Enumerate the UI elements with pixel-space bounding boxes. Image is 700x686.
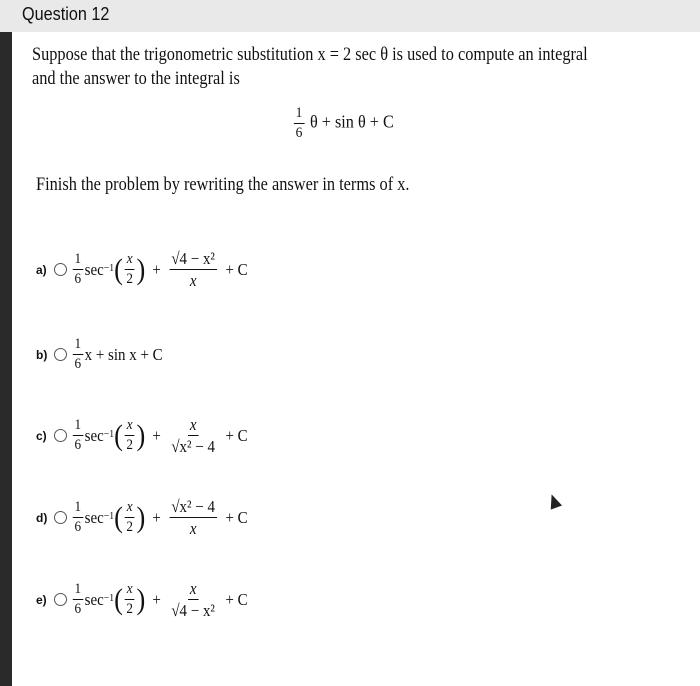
option-c-letter: c) <box>36 428 47 443</box>
option-d-letter: d) <box>36 510 48 525</box>
option-b-letter: b) <box>36 347 48 362</box>
option-e-radio[interactable] <box>54 593 67 606</box>
question-title: Question 12 <box>22 4 110 24</box>
option-e[interactable] <box>36 580 272 619</box>
question-panel <box>12 32 700 686</box>
option-c[interactable] <box>36 416 272 455</box>
option-b-radio[interactable] <box>54 348 67 361</box>
option-d-radio[interactable] <box>54 511 67 524</box>
question-header <box>0 0 700 33</box>
answer-rest: θ + sin θ + C <box>310 111 394 132</box>
option-d[interactable] <box>36 498 272 537</box>
option-b-expression: $\frac{1}{6}$ x + sin x + C <box>74 336 163 372</box>
mouse-cursor-icon <box>546 492 562 509</box>
option-a-expression: $\frac{1}{6}$ sec $^{-1}$ ( $\frac{x}{2}$ ) + $\frac{\text{√4 − x²}}{x}$ + C <box>74 249 248 290</box>
option-c-expression: $\frac{1}{6}$ sec $^{-1}$ ( $\frac{x}{2}$ ) + $\frac{x}{\text{√x² − 4}}$ + C <box>74 415 248 456</box>
option-e-expression: $\frac{1}{6}$ sec $^{-1}$ ( $\frac{x}{2}$ ) + $\frac{x}{\text{√4 − x²}}$ + C <box>74 579 248 620</box>
option-c-radio[interactable] <box>54 429 67 442</box>
option-a[interactable] <box>36 250 272 289</box>
option-a-letter: a) <box>36 262 47 277</box>
question-text-line1: Suppose that the trigonometric substitution x = 2 sec θ is used to compute an integral <box>32 44 588 65</box>
instruction-text: Finish the problem by rewriting the answer in terms of x. <box>36 174 410 195</box>
answer-coefficient: $\frac{1}{6}$ <box>295 105 303 141</box>
integral-answer <box>292 106 394 141</box>
option-a-radio[interactable] <box>54 263 67 276</box>
question-text-line2: and the answer to the integral is <box>32 68 240 89</box>
option-b[interactable] <box>36 337 175 372</box>
left-stripe <box>0 32 12 686</box>
option-d-expression: $\frac{1}{6}$ sec $^{-1}$ ( $\frac{x}{2}$ ) + $\frac{\text{√x² − 4}}{x}$ + C <box>74 497 248 538</box>
option-e-letter: e) <box>36 592 47 607</box>
